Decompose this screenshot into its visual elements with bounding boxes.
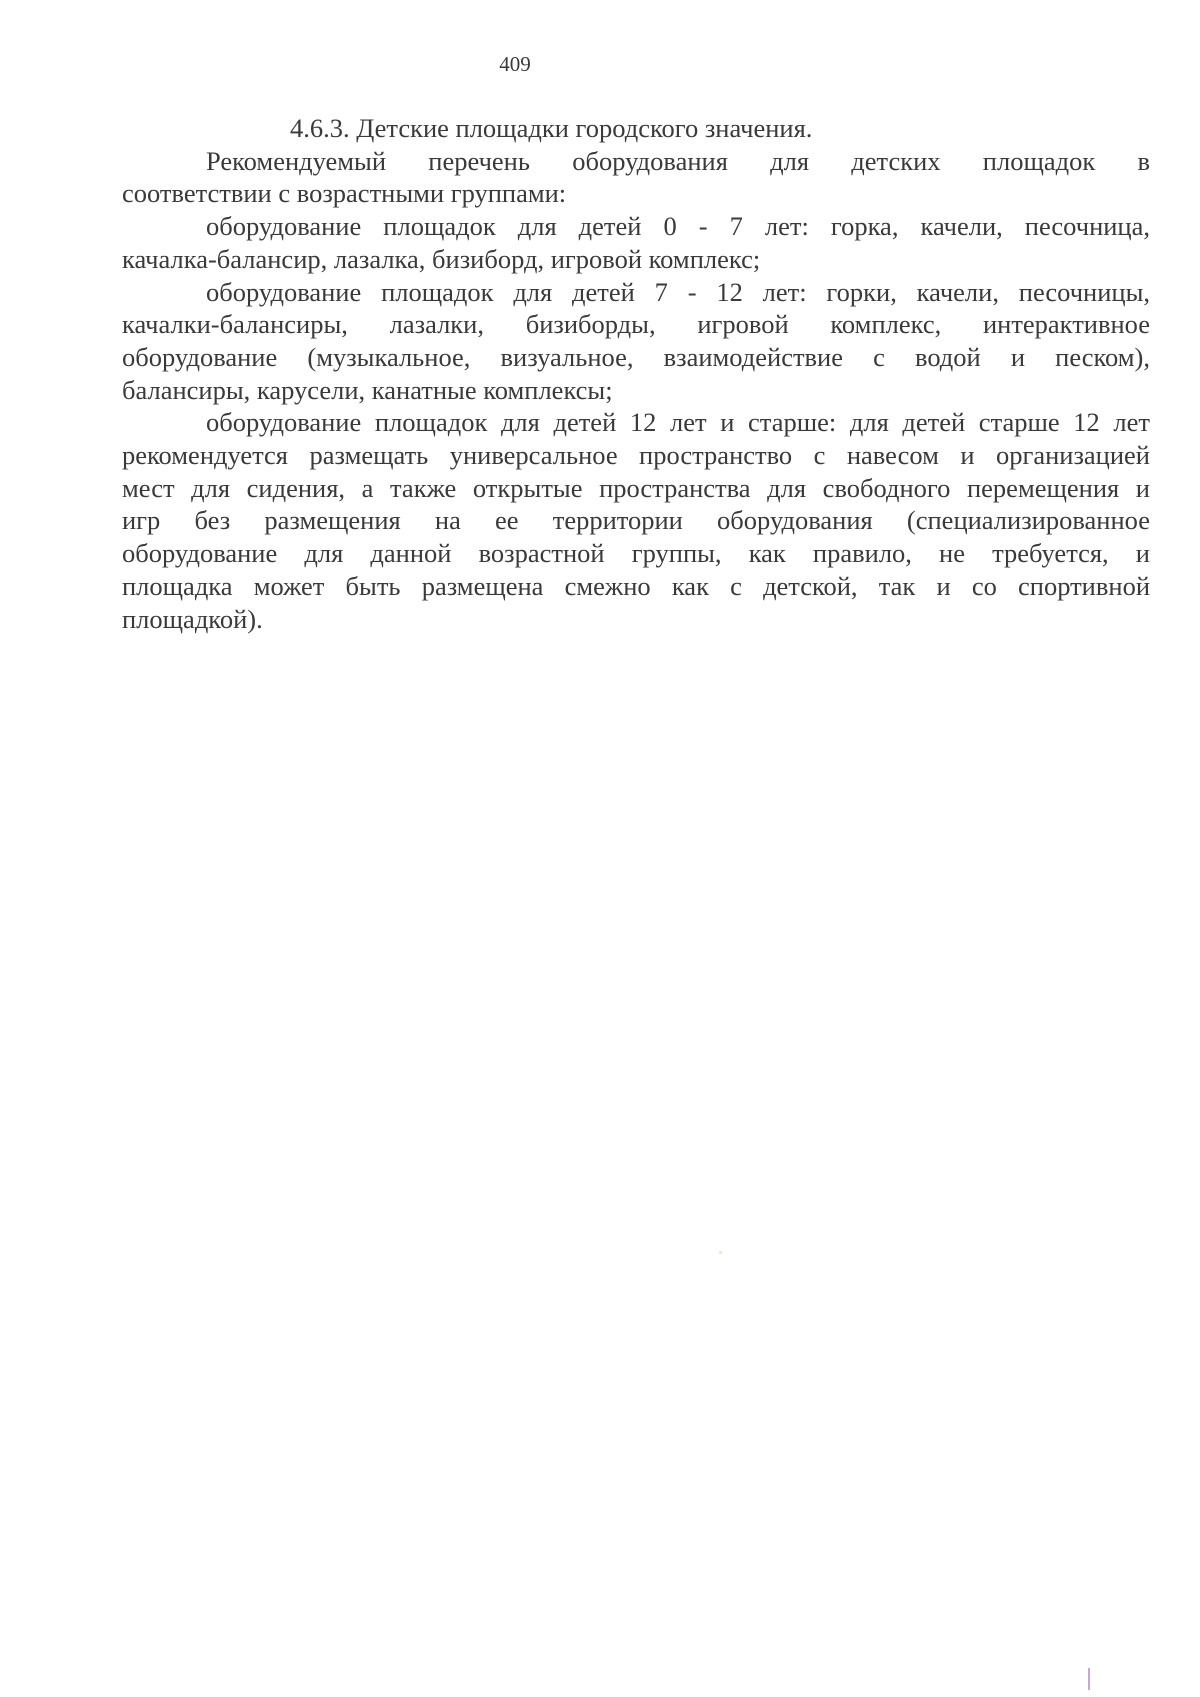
scan-speck: [719, 1251, 722, 1254]
paragraph-line: оборудование площадок для детей 7 - 12 лет: горки, качели, песочницы,: [206, 276, 1150, 307]
section-heading: [122, 112, 1150, 145]
paragraph-line: оборудование (музыкальное, визуальное, взаимодействие с водой и песком),: [122, 341, 1150, 372]
heading-line: 4.6.3. Детские площадки городского значения.: [290, 113, 813, 143]
paragraph-line: рекомендуется размещать универсальное пространство с навесом и организацией: [122, 440, 1150, 471]
paragraph-line: оборудование площадок для детей 12 лет и старше: для детей старше 12 лет: [206, 407, 1150, 438]
paragraph-line: площадка может быть размещена смежно как с детской, так и со спортивной: [122, 570, 1150, 601]
paragraph-line: качалки-балансиры, лазалки, бизиборды, игровой комплекс, интерактивное: [122, 309, 1150, 340]
paragraph-line: качалка-балансир, лазалка, бизиборд, игровой комплекс;: [122, 243, 761, 274]
intro-paragraph: [122, 145, 1150, 210]
page-number: 409: [499, 52, 531, 76]
age-group-12-plus-paragraph: [122, 406, 1150, 635]
paragraph-line: балансиры, карусели, канатные комплексы;: [122, 374, 613, 405]
age-group-0-7-paragraph: [122, 210, 1150, 275]
scan-edge-mark: [1088, 1668, 1090, 1690]
paragraph-line: площадкой).: [122, 603, 263, 634]
age-group-7-12-paragraph: [122, 276, 1150, 407]
document-body: [122, 112, 1150, 635]
paragraph-line: игр без размещения на ее территории оборудования (специализированное: [122, 505, 1150, 536]
paragraph-line: Рекомендуемый перечень оборудования для детских площадок в: [206, 145, 1150, 176]
paragraph-line: оборудование площадок для детей 0 - 7 лет: горка, качели, песочница,: [206, 211, 1150, 242]
paragraph-line: оборудование для данной возрастной группы, как правило, не требуется, и: [122, 538, 1150, 569]
paragraph-line: соответствии с возрастными группами:: [122, 178, 567, 209]
paragraph-line: мест для сидения, а также открытые пространства для свободного перемещения и: [122, 472, 1150, 503]
